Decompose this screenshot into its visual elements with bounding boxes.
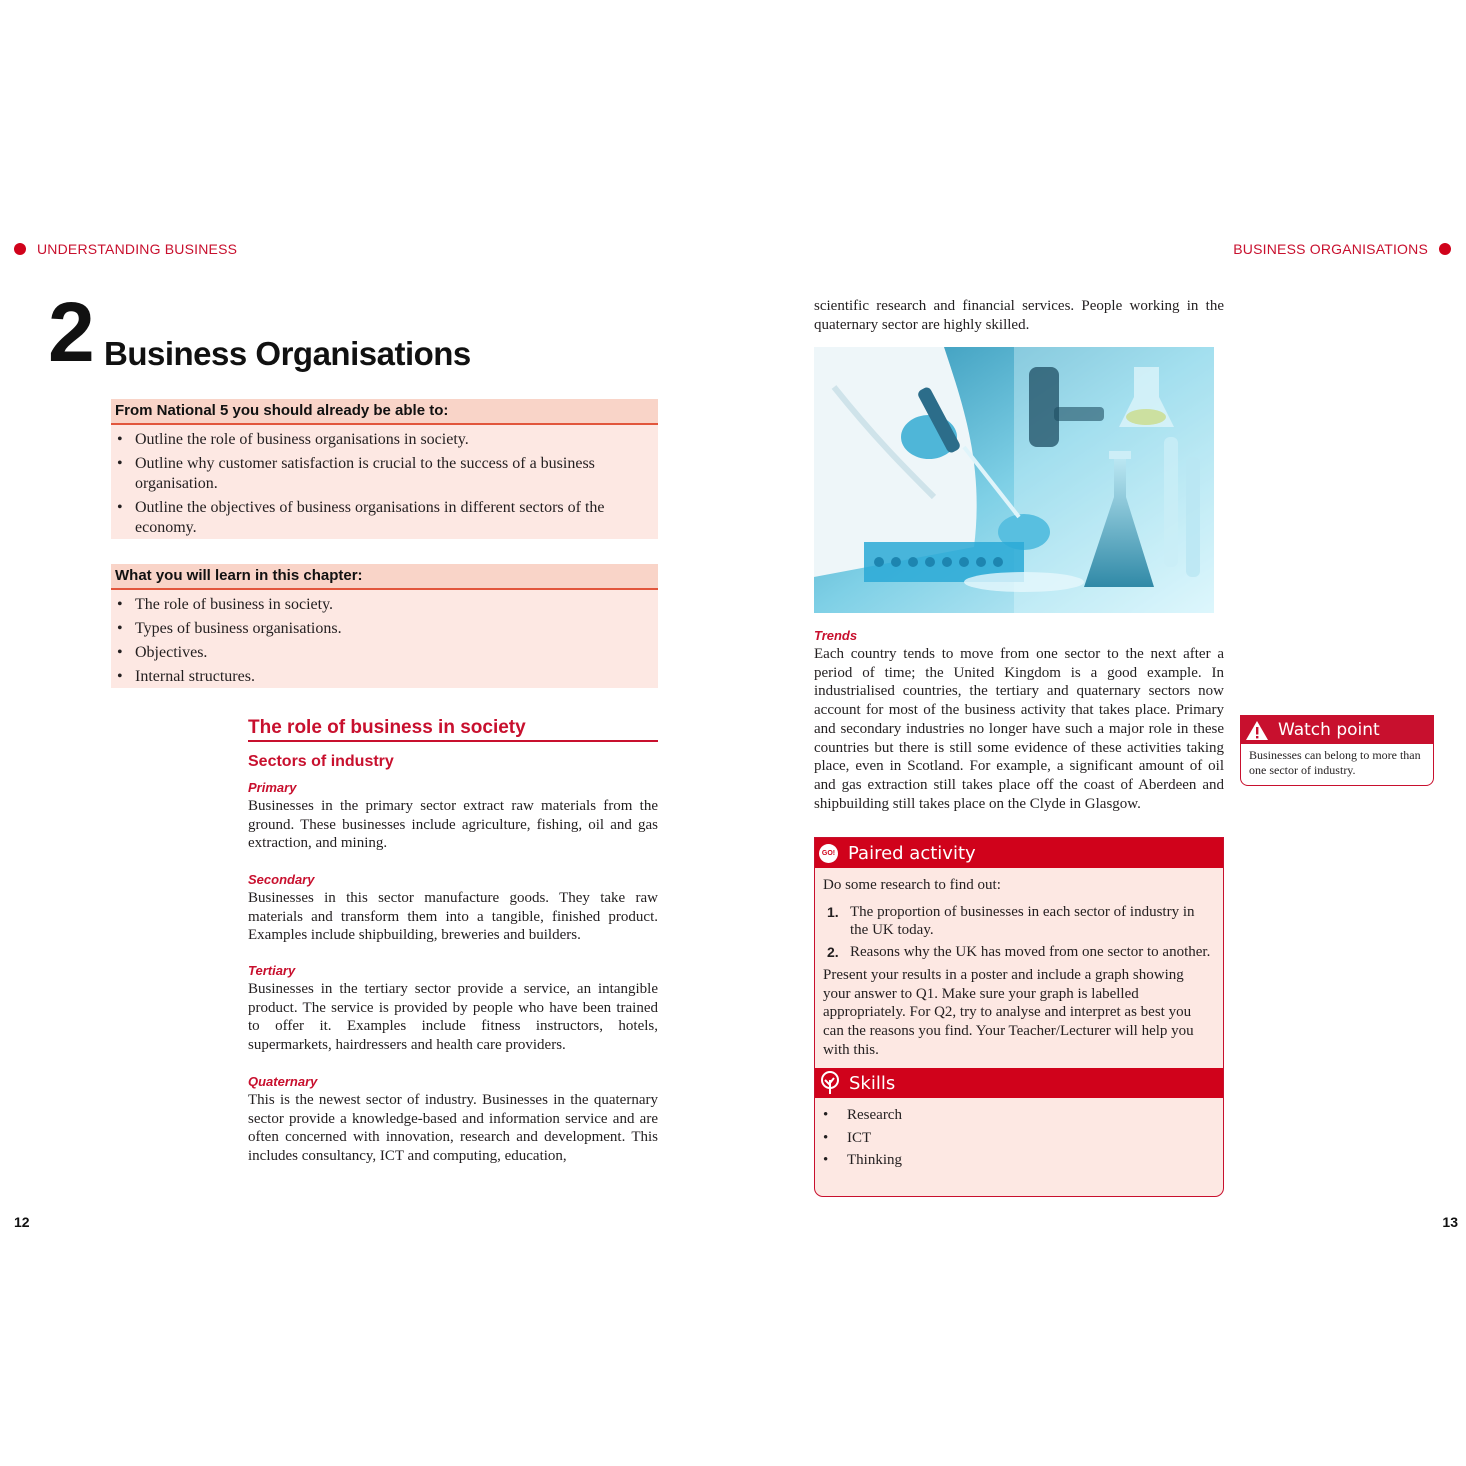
list-text: Reasons why the UK has moved from one sector to another. <box>850 944 1211 961</box>
secondary-text: Businesses in this sector manufacture goods. They take raw materials and transform them into a tangible, finished product. Examples include shipbuilding, breweries and builders. <box>248 890 658 944</box>
page-number-right: 13 <box>1442 1214 1458 1230</box>
trends-text: Each country tends to move from one sector to the next after a period of time; the United Kingdom is a good example. In industrialised countries, the tertiary and quaternary sectors now account for most of the business activity that takes place. Primary and secondary industries no longer have such a major role in these countries but there is still some evidence of these activities taking place, even in Scotland. For example, a significant amount of oil and gas extraction still takes place off the coast of Aberdeen and shipbuilding still takes place on the Clyde in Glasgow. <box>814 646 1224 812</box>
paired-activity-list <box>823 903 1213 962</box>
laboratory-photo <box>814 347 1214 613</box>
quaternary-text: This is the newest sector of industry. Businesses in the quaternary sector provide a knowledge-based and information service and are often concerned with innovation, research and development. This includes consultancy, ICT and computing, education, <box>248 1092 658 1165</box>
list-item: • Outline the objectives of business organisations in different sectors of the economy. <box>111 498 648 538</box>
primary-block <box>248 779 658 853</box>
list-item <box>823 943 1213 962</box>
running-head-right <box>1233 241 1451 257</box>
red-dot-icon <box>14 243 26 255</box>
quaternary-block <box>248 1073 658 1166</box>
list-item: • Internal structures. <box>111 667 648 687</box>
term-trends: Trends <box>814 628 858 643</box>
term-secondary: Secondary <box>248 872 315 887</box>
term-primary: Primary <box>248 780 297 795</box>
secondary-block <box>248 871 658 945</box>
running-head-right-text: BUSINESS ORGANISATIONS <box>1233 241 1428 257</box>
list-number: 2. <box>827 944 839 961</box>
list-number: 1. <box>827 903 839 920</box>
continuation-text: scientific research and financial services. People working in the quaternary sector are highly skilled. <box>814 298 1224 333</box>
list-item: • Objectives. <box>111 643 648 663</box>
list-item: • Outline why customer satisfaction is crucial to the success of a business organisation. <box>111 454 648 494</box>
paired-activity-header <box>815 838 1223 868</box>
section-heading: The role of business in society <box>248 716 658 742</box>
tertiary-block <box>248 962 658 1055</box>
paired-activity-body <box>815 868 1223 1059</box>
list-item: • ICT <box>815 1127 1223 1150</box>
laboratory-photo-illustration <box>814 347 1214 613</box>
trends-block <box>814 627 1224 813</box>
red-dot-icon <box>1439 243 1451 255</box>
chapter-number: 2 <box>48 285 92 379</box>
running-head-left-text: UNDERSTANDING BUSINESS <box>37 241 238 257</box>
warning-triangle-icon <box>1245 720 1269 741</box>
learning-heading: What you will learn in this chapter: <box>111 564 658 590</box>
paired-activity-outro: Present your results in a poster and include a graph showing your answer to Q1. Make sure your graph is labelled appropriately. For Q2, try to analyse and interpret as best you can the reasons you find. Your Teacher/Lecturer will help you with this. <box>823 966 1194 1058</box>
watch-point-header <box>1241 716 1433 744</box>
term-quaternary: Quaternary <box>248 1074 318 1089</box>
page-number-left: 12 <box>14 1214 30 1230</box>
tree-icon <box>819 1071 841 1095</box>
paired-activity-intro: Do some research to find out: <box>823 877 1001 893</box>
running-head-left <box>14 241 237 257</box>
watch-point-title: Watch point <box>1278 720 1380 740</box>
subsection-heading: Sectors of industry <box>248 753 394 770</box>
learning-box <box>111 564 658 688</box>
watch-point-text: Businesses can belong to more than one sector of industry. <box>1249 748 1421 777</box>
skills-header <box>815 1068 1223 1098</box>
chapter-title: Business Organisations <box>104 335 471 372</box>
prior-knowledge-list <box>111 425 658 548</box>
primary-text: Businesses in the primary sector extract raw materials from the ground. These businesses include agriculture, fishing, oil and gas extraction, and mining. <box>248 798 658 852</box>
prior-knowledge-heading: From National 5 you should already be able to: <box>111 399 658 425</box>
list-item: • Thinking <box>815 1149 1223 1172</box>
watch-point-box <box>1240 715 1434 786</box>
list-item: • Types of business organisations. <box>111 619 648 639</box>
paired-activity-box <box>814 837 1224 1197</box>
learning-list <box>111 590 658 697</box>
list-text: The proportion of businesses in each sector of industry in the UK today. <box>850 903 1195 939</box>
tertiary-text: Businesses in the tertiary sector provide a service, an intangible product. The service is provided by people who have been trained to offer it. Examples include fitness instructors, hotels, supermarkets, hairdressers and health care providers. <box>248 981 658 1054</box>
list-item: • Research <box>815 1104 1223 1127</box>
skills-title: Skills <box>849 1072 896 1094</box>
list-item: • Outline the role of business organisations in society. <box>111 430 648 450</box>
prior-knowledge-box <box>111 399 658 539</box>
go-badge-icon: GO! <box>819 844 838 863</box>
paired-activity-title: Paired activity <box>848 842 976 864</box>
list-item: • The role of business in society. <box>111 595 648 615</box>
term-tertiary: Tertiary <box>248 963 296 978</box>
list-item <box>823 903 1213 940</box>
skills-list <box>815 1104 1223 1172</box>
